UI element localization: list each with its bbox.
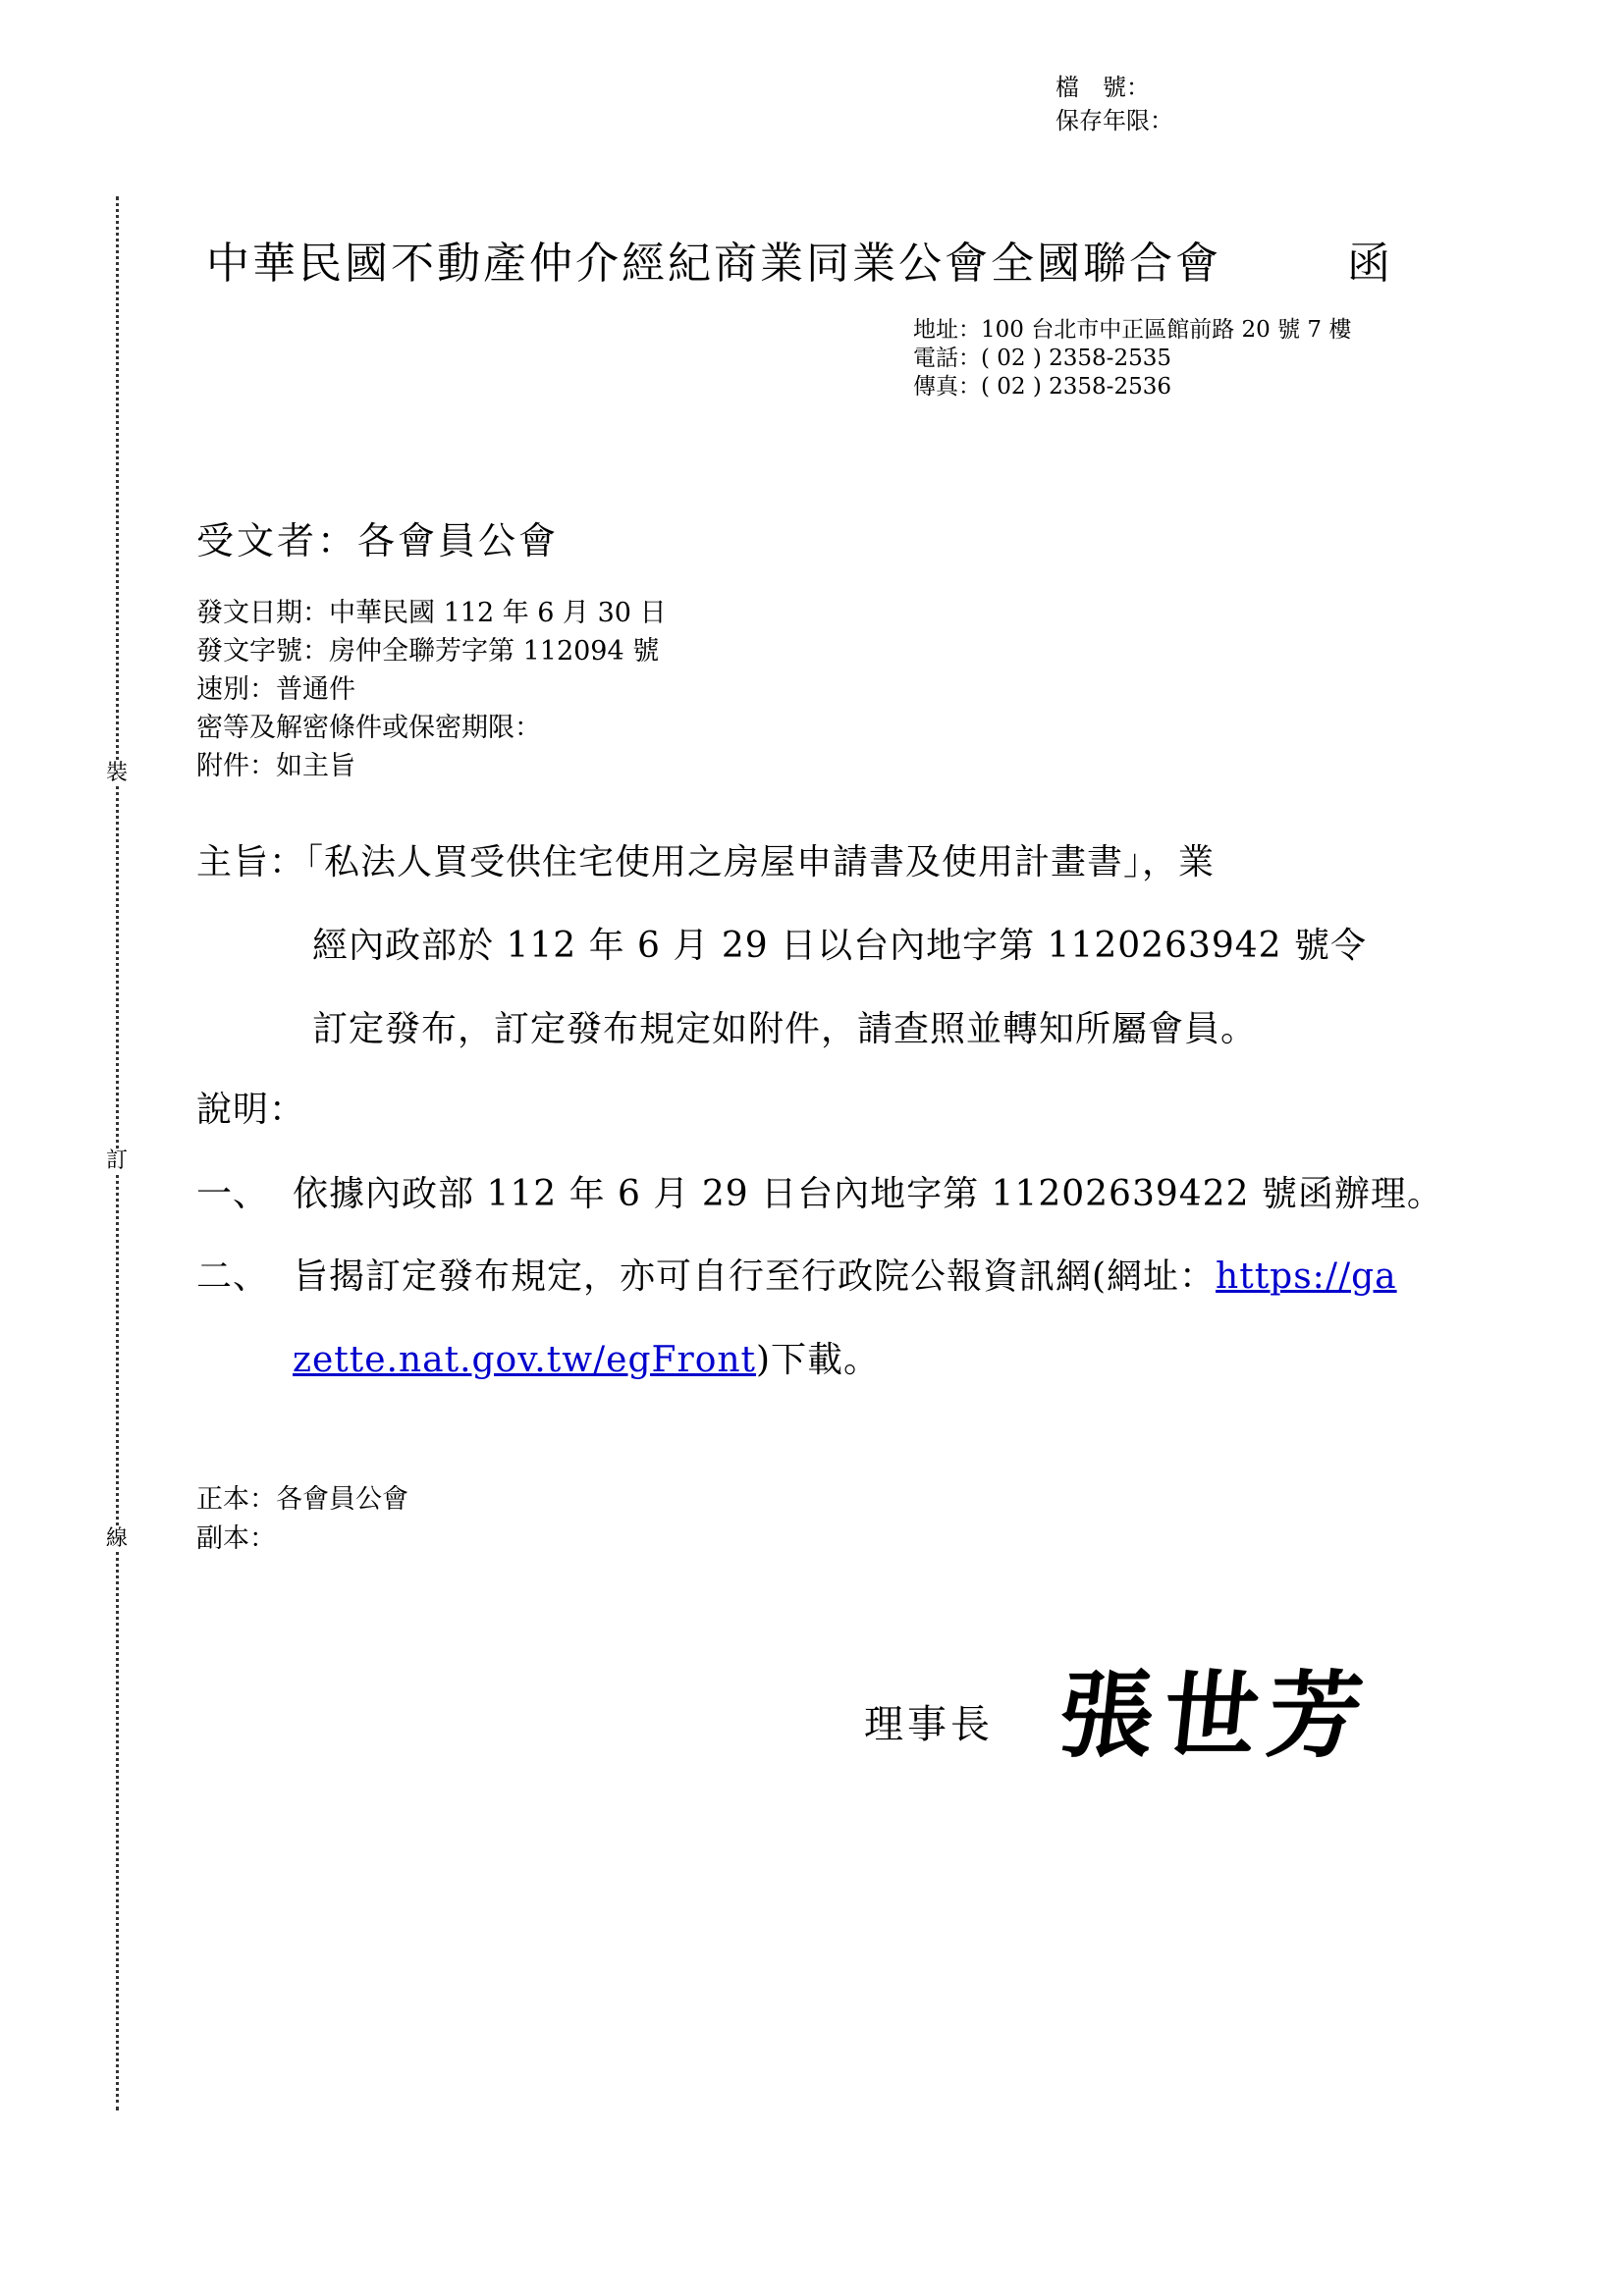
item-1-text: 依據內政部 112 年 6 月 29 日台內地字第 11202639422 號函辦理。 (293, 1174, 1443, 1214)
item-2-number: 二、 (196, 1256, 270, 1297)
main-recipient: 正本：各會員公會 (196, 1484, 408, 1515)
contact-block (913, 316, 1351, 401)
subject-line-3: 訂定發布，訂定發布規定如附件，請查照並轉知所屬會員。 (312, 1009, 1258, 1049)
item-2-text: 旨揭訂定發布規定，亦可自行至行政院公報資訊網(網址： (293, 1256, 1217, 1297)
explanation-heading: 說明： (196, 1090, 306, 1130)
signatory-title: 理事長 (864, 1702, 994, 1747)
retention-period-label: 保存年限： (1056, 107, 1173, 134)
reference-number: 發文字號：房仲全聯芳字第 112094 號 (196, 636, 660, 667)
item-1-number: 一、 (196, 1174, 270, 1214)
file-number-label: 檔 號： (1056, 74, 1150, 101)
attachment: 附件：如主旨 (196, 751, 355, 781)
contact-address: 地址：100 台北市中正區館前路 20 號 7 樓 (913, 317, 1352, 343)
subject-line-1: 主旨：「私法人買受供住宅使用之房屋申請書及使用計畫書」，業 (196, 842, 1216, 882)
item-2-tail: )下載。 (756, 1340, 881, 1380)
binding-mark-ding: 訂 (102, 1148, 132, 1174)
recipient: 受文者：各會員公會 (196, 519, 560, 562)
contact-phone: 電話：( 02 ) 2358-2535 (913, 346, 1171, 371)
distribution-block (196, 1480, 408, 1559)
issue-date: 發文日期：中華民國 112 年 6 月 30 日 (196, 598, 667, 628)
contact-fax: 傳真：( 02 ) 2358-2536 (913, 374, 1171, 400)
explanation-item-1 (196, 1166, 1443, 1216)
explanation-item-2-continued (293, 1332, 880, 1382)
subject-line-2: 經內政部於 112 年 6 月 29 日以台內地字第 1120263942 號令 (312, 926, 1368, 966)
document-meta (196, 594, 667, 785)
binding-mark-xian: 線 (102, 1526, 132, 1552)
copy-recipient: 副本： (196, 1523, 276, 1554)
document-type: 函 (1347, 239, 1390, 289)
priority: 速別：普通件 (196, 674, 355, 705)
gazette-link-part-1[interactable]: https://ga (1216, 1256, 1397, 1297)
binding-mark-zhuang: 裝 (102, 761, 132, 786)
organization-name: 中華民國不動產仲介經紀商業同業公會全國聯合會 (206, 239, 1221, 289)
confidentiality: 密等及解密條件或保密期限： (196, 713, 541, 743)
signatory-name: 張世芳 (1054, 1660, 1379, 1771)
gazette-link-part-2[interactable]: zette.nat.gov.tw/egFront (293, 1340, 757, 1380)
explanation-item-2 (196, 1249, 1397, 1299)
